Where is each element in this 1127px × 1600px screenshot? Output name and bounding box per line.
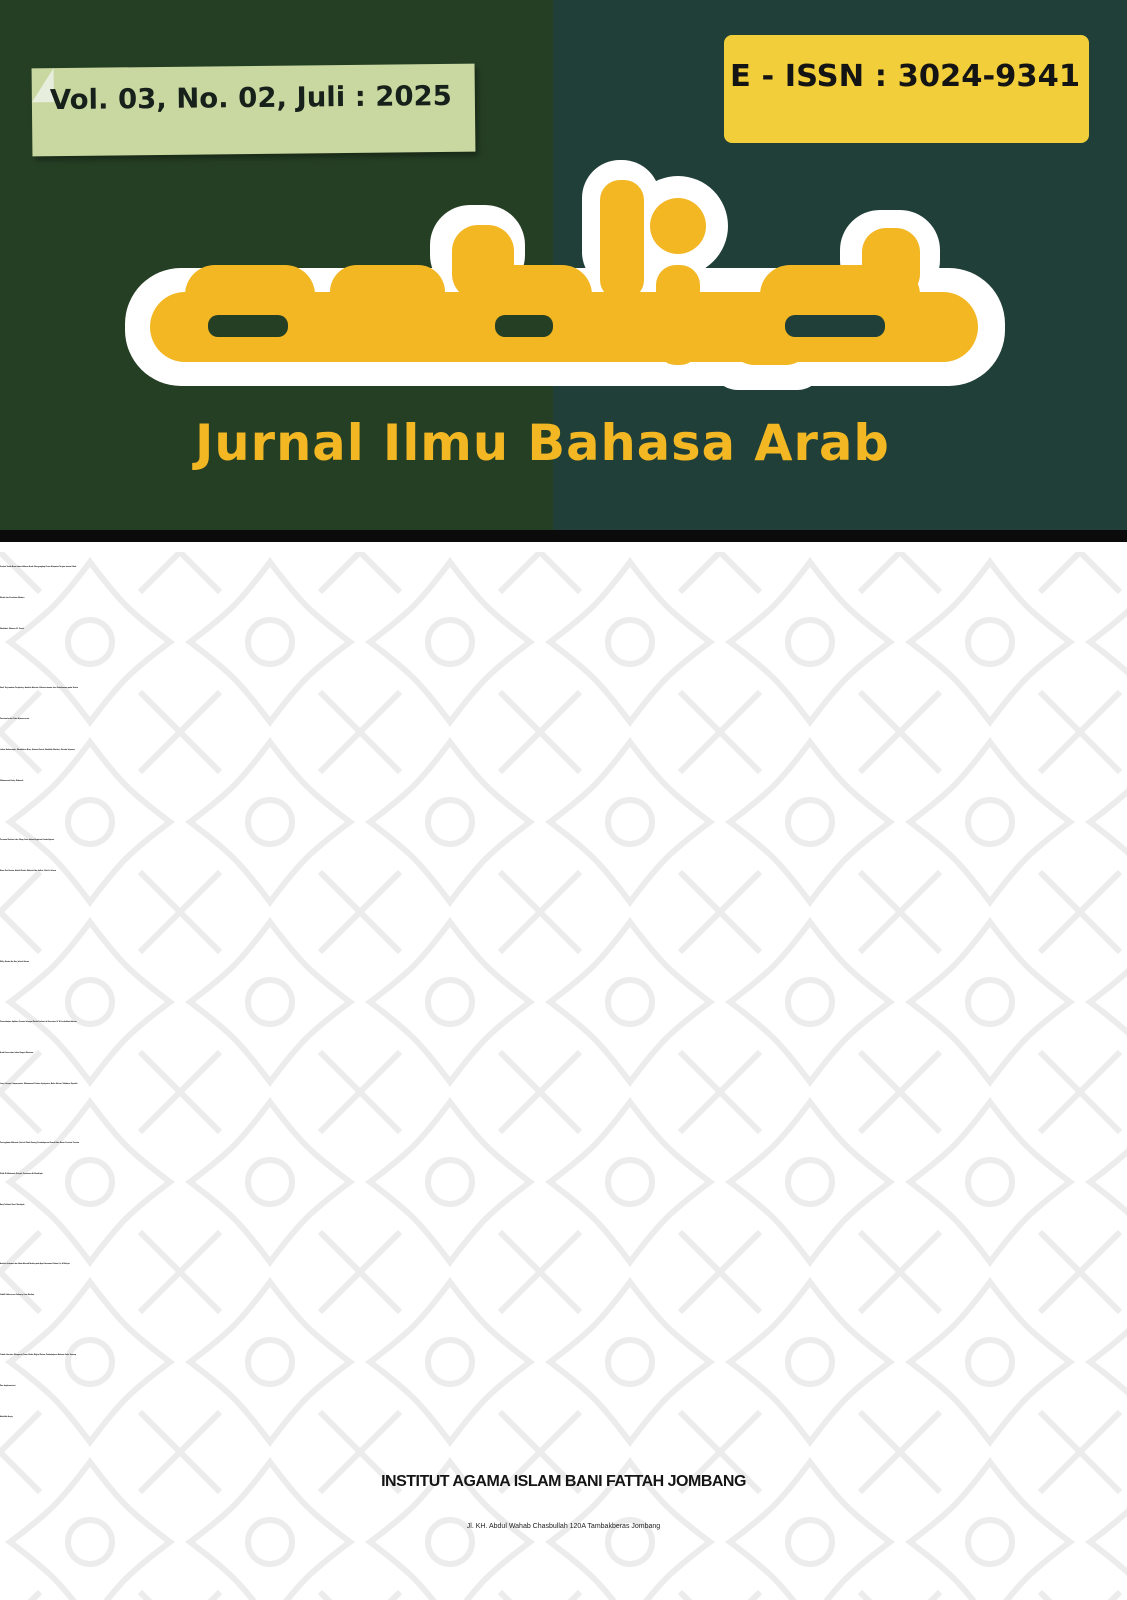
cover-header xyxy=(0,0,1127,530)
article-item[interactable] xyxy=(0,1249,1127,1311)
article-authors: Abdullah Asyiq xyxy=(0,1417,13,1418)
article-authors: Lubna Nailannajah, Mauidlotun Nisa, Achmad Satori, Abdullah Maulani, Darsita Suparno, xyxy=(0,750,76,751)
article-title: Peranan Motivasi dan Sikap Guru dalam Kegiatan Pembelajaran xyxy=(0,840,55,841)
article-authors: Fadhli Fakhrurrozi Furkony, Lina Marlina xyxy=(0,1295,35,1296)
article-authors: Rima Dwi Novita, Abdul Khobir, Mahiroh Nur Safitri, Moh Eri Irfana xyxy=(0,871,57,872)
journal-subtitle: Jurnal Ilmu Bahasa Arab xyxy=(195,414,890,472)
issn-badge xyxy=(724,35,1089,143)
article-title: Arab Universitas Islam Negeri Mataram xyxy=(0,1053,34,1054)
article-title: Hasil Terjemahan Perplexity: Analisis Akurasi, Keberterimaan, dan Keterbacaan pada Berita xyxy=(0,688,78,689)
volume-label: Vol. 03, No. 02, Juli : 2025 xyxy=(49,79,453,117)
article-title: Klasik dan Penulisan Modern xyxy=(0,598,25,599)
article-authors: Maulidati, Maimun M. Yacob xyxy=(0,629,24,630)
volume-tag xyxy=(32,64,476,157)
issn-label: E - ISSN : 3024-9341 xyxy=(730,59,1081,94)
article-item[interactable] xyxy=(0,1340,1127,1433)
article-title: Peningkatan Maharah Qira’ah Kitab Kuning Pembelajaran Shorof Atas Dasar Prestasi Peserta xyxy=(0,1143,80,1144)
institution-address: Jl. KH. Abdul Wahab Chasbullah 120A Tambakberas Jombang xyxy=(466,1523,661,1530)
article-item[interactable] xyxy=(0,825,1127,887)
article-title: Pemanfaatan Aplikasi Quizizz Sebagai Media Evaluasi di Semester IV A Pendidikan Bahasa xyxy=(0,1022,77,1023)
article-title-arabic xyxy=(0,916,1127,947)
article-title: Evolusi Tanda Baca dalam Bahasa Arab: Mengungkap Peran Alamatut Tarqim antara Kitab xyxy=(0,567,77,568)
table-of-contents xyxy=(0,552,1127,1600)
article-item[interactable] xyxy=(0,1128,1127,1221)
article-authors: Leny Cahyani, Suparmanto, Muhammad Firdaus Syahputra, Naila Afriani, Tafidatuz Ziyadah xyxy=(0,1084,78,1085)
institution-name: INSTITUT AGAMA ISLAM BANI FATTAH JOMBANG xyxy=(381,1473,746,1490)
article-item[interactable] xyxy=(0,916,1127,978)
article-item[interactable] xyxy=(0,552,1127,645)
article-title: Dan Implementasi xyxy=(0,1386,16,1387)
header-divider xyxy=(0,530,1127,542)
article-title: Pariwisata dari Situs Aljazeera.net xyxy=(0,719,30,720)
article-authors: Baiq Tuhfatul Unsi, Mardiyah xyxy=(0,1205,25,1206)
article-title: Analisis Intonasi dan Nada Ahmad Nufais pada Ayat Ancaman Dalam Qs. Al-Adiyat xyxy=(0,1264,70,1265)
article-authors: Rifky Rosian An Nur, Jalicah Husna xyxy=(0,962,30,963)
article-authors: Muhammad Zacky Mubarok xyxy=(0,781,24,782)
article-item[interactable] xyxy=(0,1007,1127,1100)
article-item[interactable] xyxy=(0,673,1127,797)
article-title: Telaah Literatur Mengenai Peran Media Digital Dalam Pembelajaran Bahasa Arab: Konsep xyxy=(0,1355,76,1356)
article-title: Didik Di Madrasah Diniyah Pesantren Al-Mardliyah xyxy=(0,1174,43,1175)
